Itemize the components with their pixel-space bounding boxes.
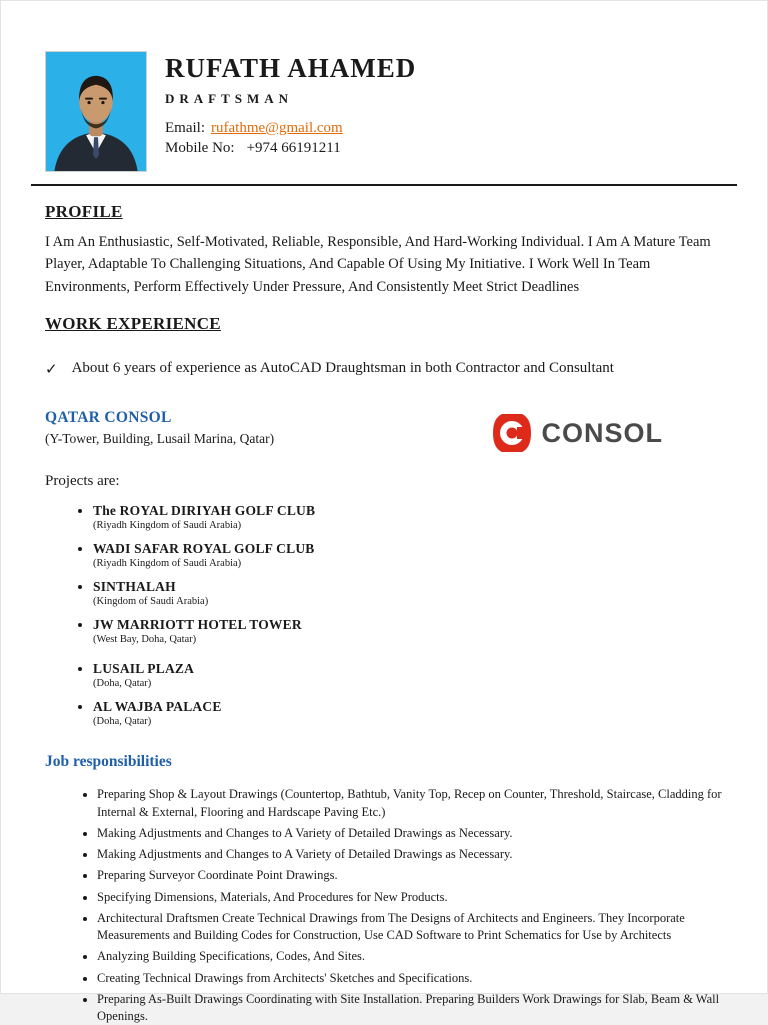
header-divider [31, 184, 737, 186]
mobile-value: +974 66191211 [246, 140, 341, 156]
projects-label: Projects are: [45, 473, 120, 490]
project-item [93, 502, 737, 531]
project-title: • WADI SAFAR ROYAL GOLF CLUB [93, 541, 315, 557]
project-title: • JW MARRIOTT HOTEL TOWER [93, 617, 302, 633]
email-label: Email: [165, 120, 205, 136]
profile-photo [45, 51, 147, 172]
mobile-label: Mobile No: [165, 140, 235, 156]
project-location: (Riyadh Kingdom of Saudi Arabia) [93, 520, 242, 532]
project-title: • LUSAIL PLAZA [93, 661, 195, 677]
project-location: (Kingdom of Saudi Arabia) [93, 596, 209, 608]
project-location: (West Bay, Doha, Qatar) [93, 634, 197, 646]
company-name: QATAR CONSOL [45, 409, 172, 427]
project-title: • SINTHALAH [93, 579, 176, 595]
responsibility-item: • Preparing Surveyor Coordinate Point Drawings. [97, 867, 737, 884]
mobile-row [165, 140, 416, 157]
responsibility-item: • Specifying Dimensions, Materials, And Procedures for New Products. [97, 889, 737, 906]
project-title: • AL WAJBA PALACE [93, 699, 222, 715]
consol-logo [492, 413, 663, 453]
header-info [165, 51, 416, 172]
project-title: • The ROYAL DIRIYAH GOLF CLUB [93, 503, 316, 519]
work-experience-heading: WORK EXPERIENCE [45, 314, 221, 334]
email-row [165, 120, 416, 137]
profile-text: I Am An Enthusiastic, Self-Motivated, Reliable, Responsible, And Hard-Working Individual. I Am A Mature Team Player, Adaptable To Challenging Situations, And Capable Of Using My Initiative. I Work Well In Team Environments, Perform Effectively Under Pressure, And Consistently Meet Strict Deadlines [45, 234, 711, 295]
experience-summary: About 6 years of experience as AutoCAD Draughtsman in both Contractor and Consultant [71, 360, 614, 377]
check-icon: ✓ [45, 362, 58, 379]
person-photo-illustration [46, 52, 146, 171]
responsibilities-list [45, 786, 737, 1025]
project-item [93, 698, 737, 727]
company-block [45, 409, 737, 453]
company-info [45, 409, 492, 447]
responsibility-item: • Analyzing Building Specifications, Codes, And Sites. [97, 948, 737, 965]
project-location: (Riyadh Kingdom of Saudi Arabia) [93, 558, 242, 570]
responsibilities-heading: Job responsibilities [45, 753, 172, 771]
profile-heading: PROFILE [45, 202, 123, 221]
project-item [93, 660, 737, 689]
responsibility-item: • Preparing As-Built Drawings Coordinating with Site Installation. Preparing Builders Work Drawings for Slab, Beam & Wall Openings. [97, 991, 737, 1025]
responsibility-item: • Preparing Shop & Layout Drawings (Countertop, Bathtub, Vanity Top, Recep on Counter, Threshold, Staircase, Cladding for Internal & External, Flooring and Hardscape Paving Etc.) [97, 786, 737, 821]
consol-logo-text: CONSOL [541, 417, 663, 448]
projects-list [45, 502, 737, 727]
header [45, 51, 737, 172]
company-location: (Y-Tower, Building, Lusail Marina, Qatar) [45, 431, 275, 447]
project-location: (Doha, Qatar) [93, 716, 152, 728]
contact-block [165, 120, 416, 157]
person-job-title: DRAFTSMAN [165, 91, 294, 106]
responsibility-item: • Architectural Draftsmen Create Technical Drawings from The Designs of Architects and Engineers. They Incorporate Measurements and Building Codes for Construction, Use CAD Software to Print Schematics for Use by Architects [97, 910, 737, 945]
person-name: RUFATH AHAMED [165, 53, 417, 83]
responsibility-item: • Creating Technical Drawings from Architects' Sketches and Specifications. [97, 970, 737, 987]
project-item [93, 578, 737, 607]
responsibility-item: • Making Adjustments and Changes to A Variety of Detailed Drawings as Necessary. [97, 846, 737, 863]
email-link[interactable]: rufathme@gmail.com [211, 120, 343, 136]
project-item [93, 540, 737, 569]
experience-summary-row [45, 360, 737, 379]
responsibility-item: • Making Adjustments and Changes to A Variety of Detailed Drawings as Necessary. [97, 825, 737, 842]
project-item [93, 616, 737, 645]
consol-logo-icon [492, 413, 532, 453]
project-location: (Doha, Qatar) [93, 678, 152, 690]
